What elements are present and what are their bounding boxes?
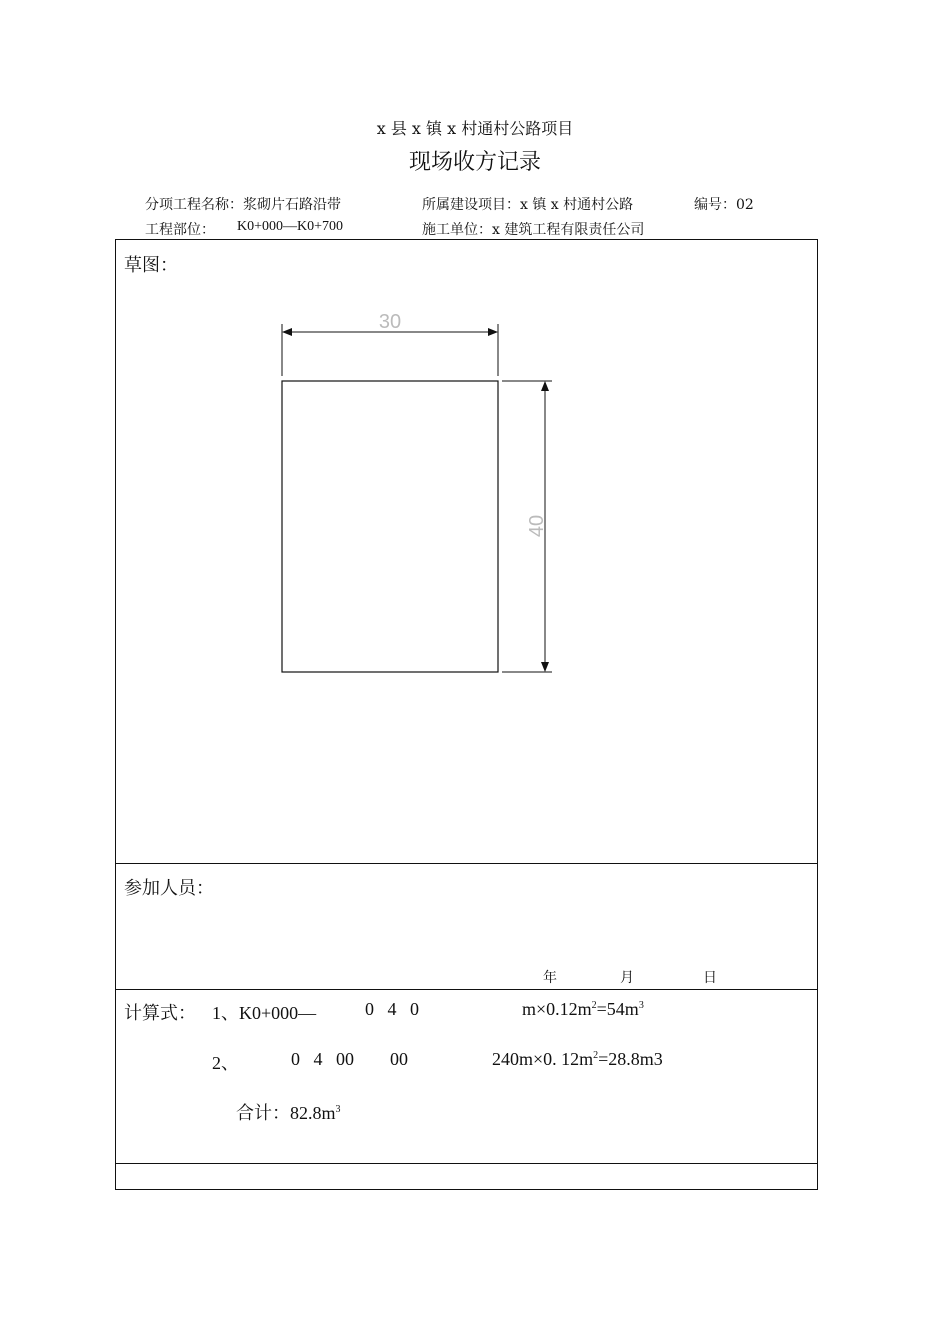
location-value: K0+000—K0+700 [237,219,344,234]
contractor: 施工单位：x 建筑工程有限责任公司 [422,222,645,238]
participants-label: 参加人员： [124,878,214,899]
calc-line1-prefix: 1、K0+000— [212,1003,317,1023]
build-project: 所属建设项目：x 镇 x 村通村公路 [422,197,634,213]
height-dimension-text: 40 [526,514,548,538]
sub-project-name: 分项工程名称：浆砌片石路沿带 [145,197,341,213]
document-number: 编号：02 [694,197,754,213]
location-label: 工程部位： [145,222,215,238]
date-year: 年 [543,970,557,986]
calc-line1-numbers: 0 4 0 [365,999,419,1019]
calculation-label: 计算式： [124,1003,196,1024]
width-dimension-text: 30 [378,311,402,333]
calc-line2-numbers: 0 4 00 00 [291,1049,408,1069]
calc-line1-formula: $m\times 0.12m^2=54m^3$ [522,999,644,1019]
document-title: 现场收方记录 [408,150,541,175]
project-title: x 县 x 镇 x 村通村公路项目 [376,119,574,138]
calc-total: 合计：$82.8m^3$ [236,1103,341,1123]
sketch-label: 草图： [124,255,178,276]
sketch-rectangle [282,381,498,672]
date-day: 日 [703,970,717,986]
calc-line2-prefix: 2、 [212,1053,239,1073]
calc-line2-formula: 240m×0. $12m^2=28.8m3$ [492,1049,663,1069]
date-month: 月 [620,970,634,986]
